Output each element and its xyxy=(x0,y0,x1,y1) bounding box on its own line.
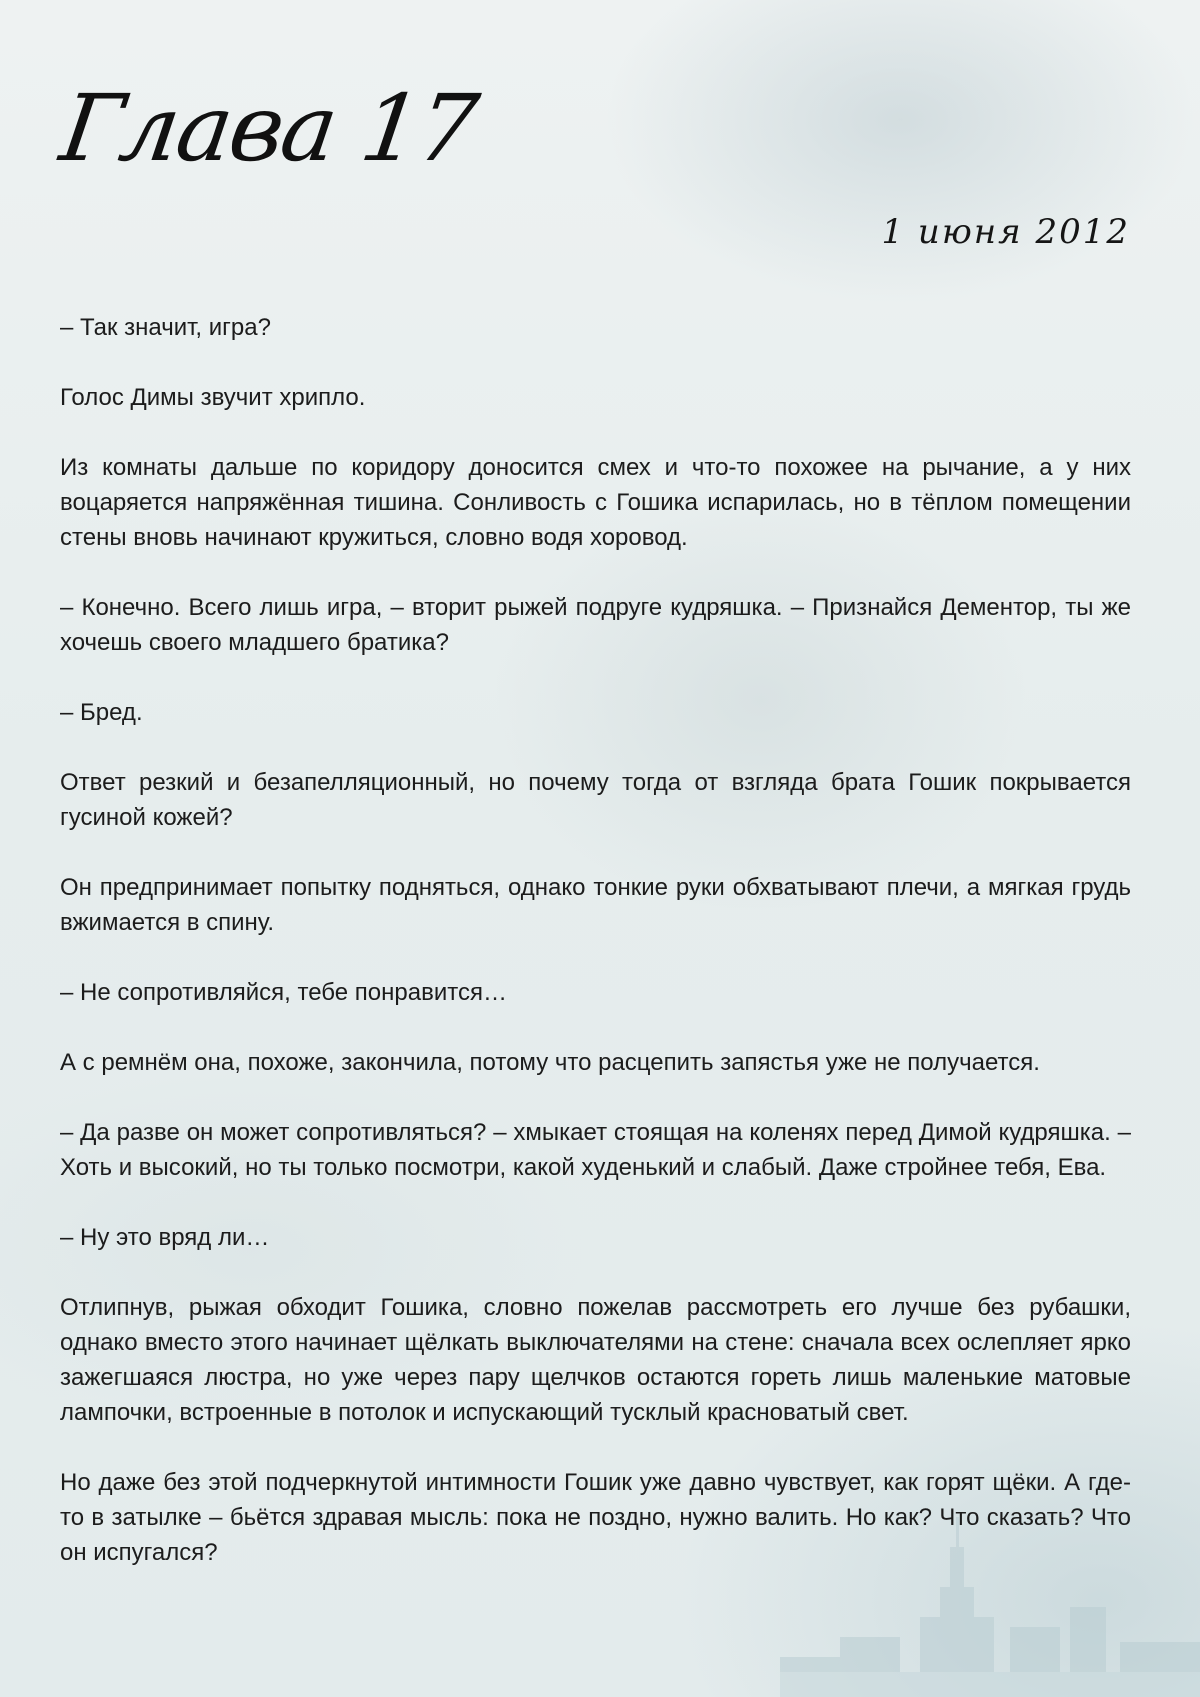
paragraph: Он предпринимает попытку подняться, однако тонкие руки обхватывают плечи, а мягкая грудь вжимается в спину. xyxy=(60,874,1131,936)
paragraph: Ответ резкий и безапелляционный, но почему тогда от взгляда брата Гошик покрывается гусиной кожей? xyxy=(60,769,1131,831)
paragraph: Но даже без этой подчеркнутой интимности Гошик уже давно чувствует, как горят щёки. А где-то в затылке – бьётся здравая мысль: пока не поздно, нужно валить. Но как? Что сказать? Что он испугался? xyxy=(60,1469,1131,1566)
paragraph: Отлипнув, рыжая обходит Гошика, словно пожелав рассмотреть его лучше без рубашки, однако вместо этого начинает щёлкать выключателями на стене: сначала всех ослепляет ярко зажегшаяся люстра, но уже через пару щелчков остаются гореть лишь маленькие матовые лампочки, встроенные в потолок и испускающий тусклый красноватый свет. xyxy=(60,1294,1131,1426)
paragraph: Голос Димы звучит хрипло. xyxy=(60,384,366,411)
paragraph: – Конечно. Всего лишь игра, – вторит рыжей подруге кудряшка. – Признайся Дементор, ты же хочешь своего младшего братика? xyxy=(60,594,1131,656)
paragraph: – Так значит, игра? xyxy=(60,314,271,341)
paragraph: – Бред. xyxy=(60,699,143,726)
paragraph: – Да разве он может сопротивляться? – хмыкает стоящая на коленях перед Димой кудряшка. – Хоть и высокий, но ты только посмотри, какой худенький и слабый. Даже стройнее тебя, Ева. xyxy=(60,1119,1131,1181)
paragraph: А с ремнём она, похоже, закончила, потому что расцепить запястья уже не получается. xyxy=(60,1049,1040,1076)
paragraph: – Ну это вряд ли… xyxy=(60,1224,270,1251)
paragraph: Из комнаты дальше по коридору доносится смех и что-то похожее на рычание, а у них воцаряется напряжённая тишина. Сонливость с Гошика испарилась, но в тёплом помещении стены вновь начинают кружиться, словно водя хоровод. xyxy=(60,454,1131,551)
chapter-date: 1 июня 2012 xyxy=(881,212,1130,252)
chapter-body xyxy=(60,310,1131,1605)
paragraph: – Не сопротивляйся, тебе понравится… xyxy=(60,979,507,1006)
chapter-title: Глава 17 xyxy=(54,75,483,182)
